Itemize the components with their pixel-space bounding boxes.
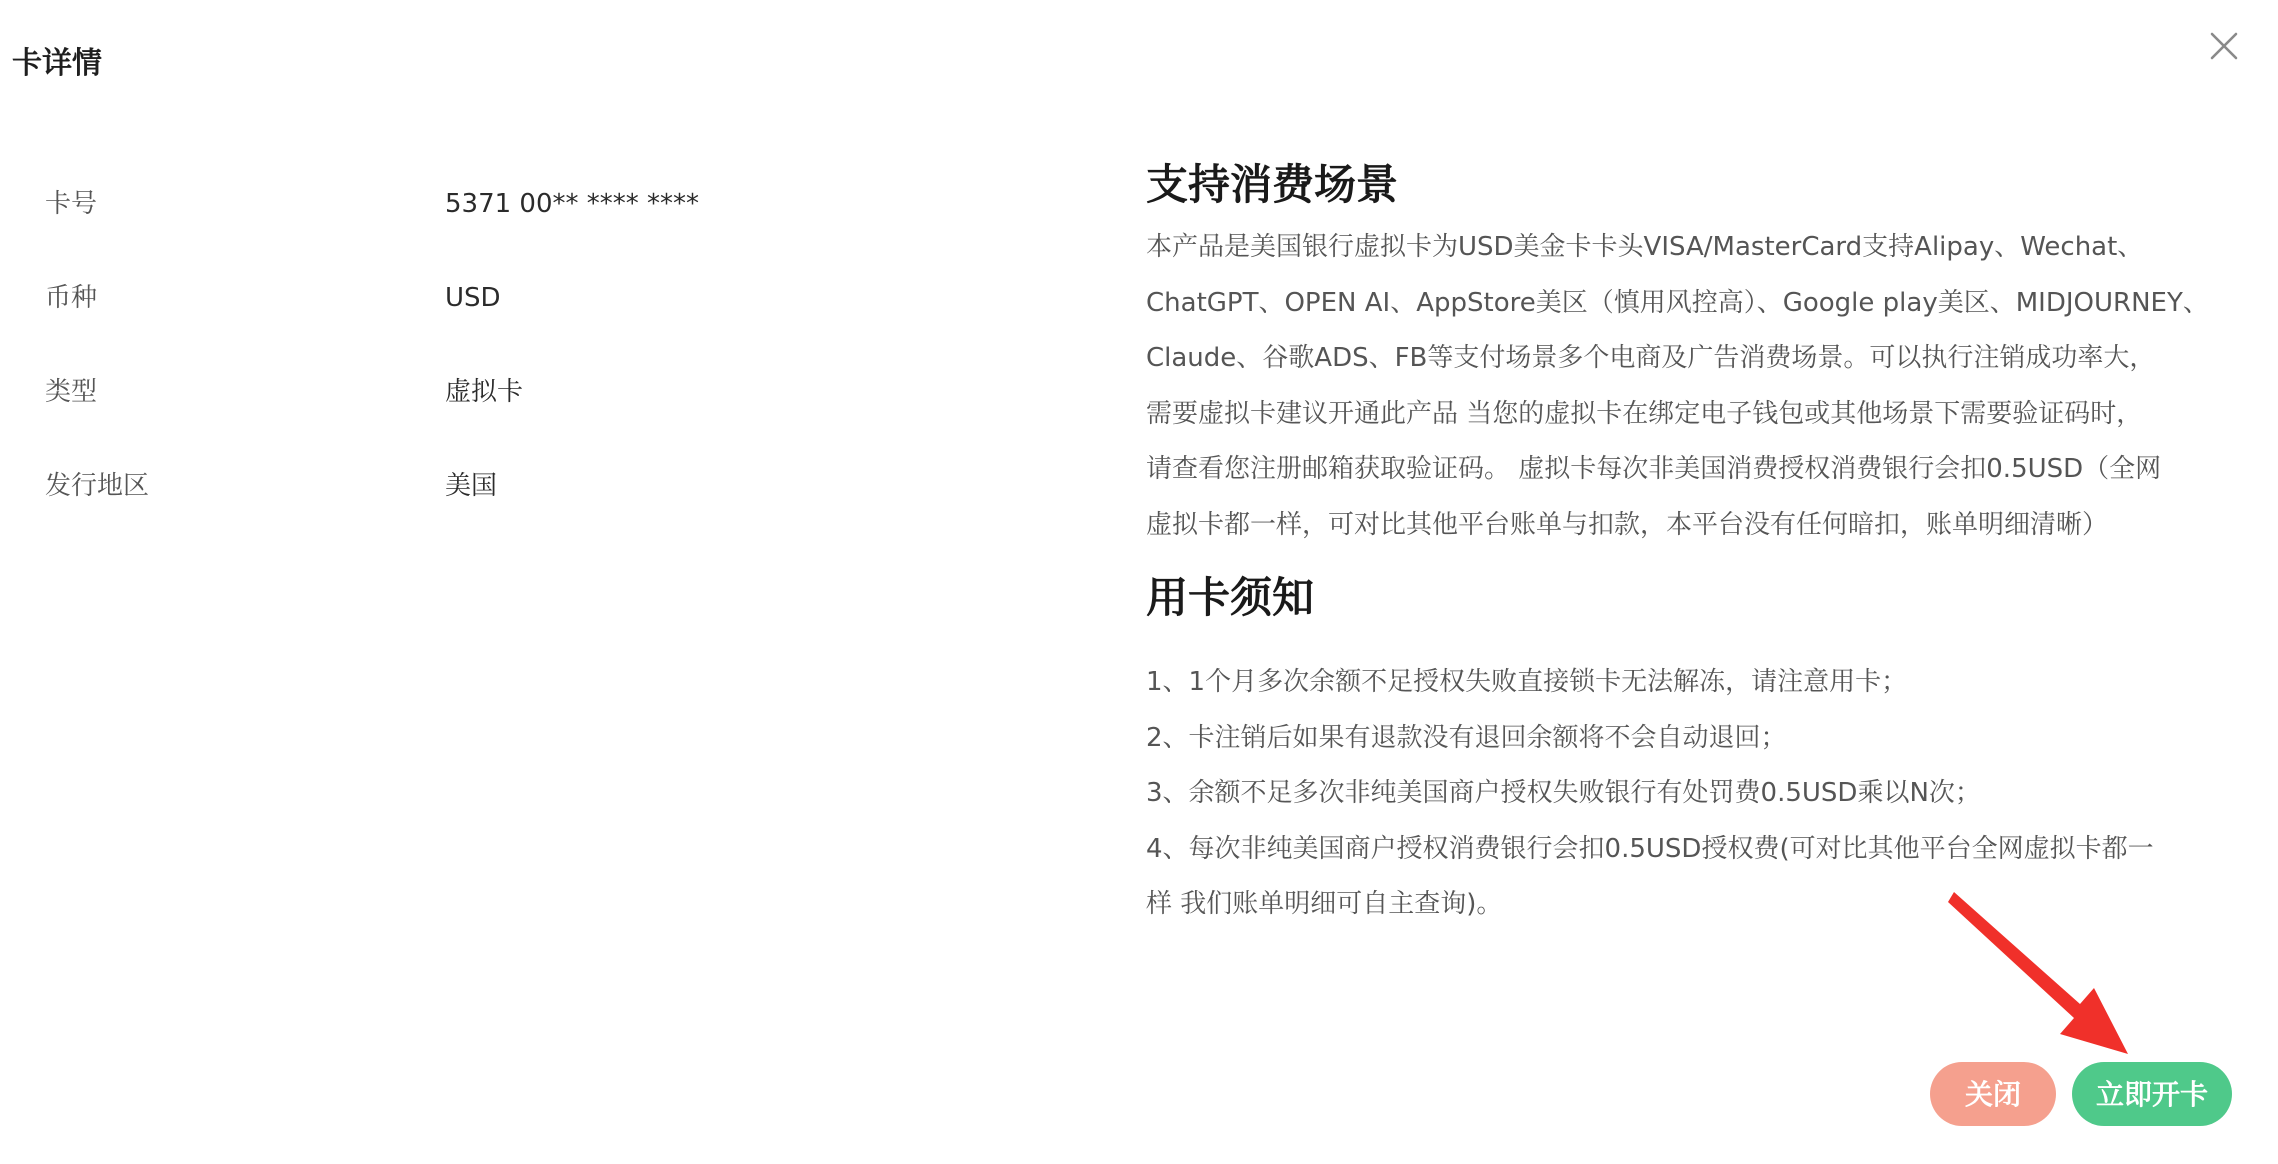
issuing-region-label: 发行地区 bbox=[45, 471, 150, 501]
card-description bbox=[1146, 150, 2226, 933]
notice-line: 3、余额不足多次非纯美国商户授权失败银行有处罚费0.5USD乘以N次； bbox=[1146, 778, 1981, 808]
notice-line: 样 我们账单明细可自主查询)。 bbox=[1146, 889, 1503, 919]
card-notice-heading: 用卡须知 bbox=[1146, 573, 1315, 622]
issuing-region-value: 美国 bbox=[445, 471, 498, 501]
card-number-value: 5371 00** **** **** bbox=[445, 189, 700, 219]
dialog-title: 卡详情 bbox=[12, 46, 102, 81]
issuing-region-row bbox=[45, 462, 945, 510]
open-card-button[interactable]: 立即开卡 bbox=[2072, 1062, 2232, 1126]
card-number-row bbox=[45, 180, 945, 228]
notice-line: 1、1个月多次余额不足授权失败直接锁卡无法解冻，请注意用卡； bbox=[1146, 667, 1908, 697]
scene-line: ChatGPT、OPEN AI、AppStore美区（慎用风控高）、Google play美区、MIDJOURNEY、 bbox=[1146, 287, 2209, 318]
scene-line: 需要虚拟卡建议开通此产品 当您的虚拟卡在绑定电子钱包或其他场景下需要验证码时， bbox=[1146, 398, 2143, 429]
notice-item bbox=[1146, 711, 2226, 767]
red-arrow-annotation bbox=[1948, 892, 2138, 1066]
notice-item bbox=[1146, 766, 2226, 822]
card-notice-list bbox=[1146, 655, 2226, 933]
notice-line: 2、卡注销后如果有退款没有退回余额将不会自动退回； bbox=[1146, 722, 1787, 753]
scene-line: 虚拟卡都一样，可对比其他平台账单与扣款，本平台没有任何暗扣，账单明细清晰） bbox=[1146, 509, 2109, 540]
currency-value: USD bbox=[445, 283, 501, 313]
close-button[interactable]: 关闭 bbox=[1930, 1062, 2056, 1126]
supported-scenes-heading: 支持消费场景 bbox=[1146, 160, 1399, 209]
currency-label: 币种 bbox=[45, 283, 98, 313]
card-type-value: 虚拟卡 bbox=[445, 377, 524, 407]
scene-line: 本产品是美国银行虚拟卡为USD美金卡卡头VISA/MasterCard支持Alipay、Wechat、 bbox=[1146, 232, 2144, 262]
card-type-label: 类型 bbox=[45, 377, 98, 407]
notice-line: 4、每次非纯美国商户授权消费银行会扣0.5USD授权费(可对比其他平台全网虚拟卡都一 bbox=[1146, 833, 2154, 864]
currency-row bbox=[45, 274, 945, 322]
notice-item bbox=[1146, 655, 2226, 711]
scene-line: Claude、谷歌ADS、FB等支付场景多个电商及广告消费场景。可以执行注销成功率大， bbox=[1146, 343, 2156, 373]
scene-line: 请查看您注册邮箱获取验证码。 虚拟卡每次非美国消费授权消费银行会扣0.5USD（全网 bbox=[1146, 454, 2162, 484]
supported-scenes-text bbox=[1146, 220, 2226, 553]
card-number-label: 卡号 bbox=[45, 189, 98, 219]
card-type-row bbox=[45, 368, 945, 416]
close-icon[interactable] bbox=[2206, 28, 2242, 64]
